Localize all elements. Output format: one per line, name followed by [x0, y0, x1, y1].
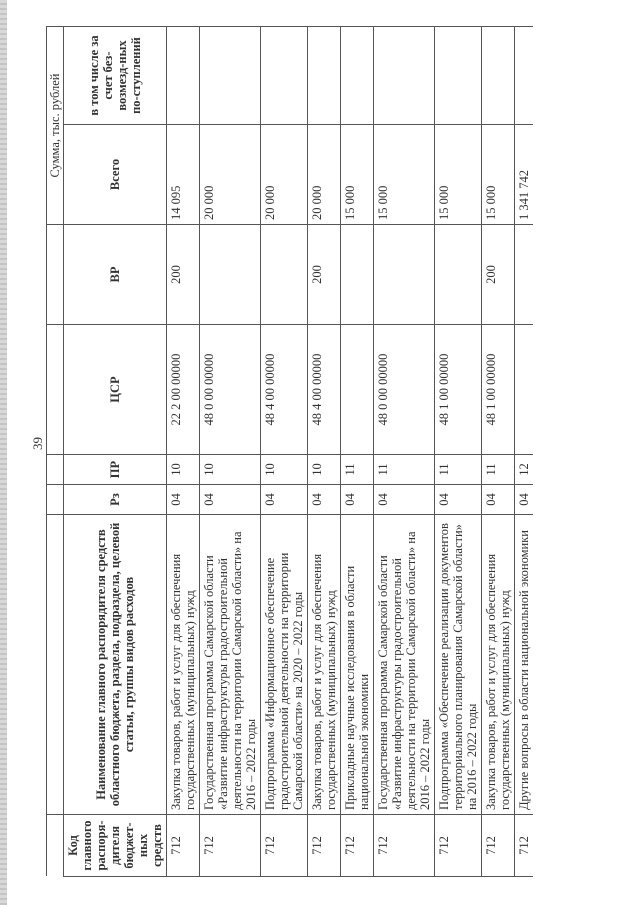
row-incl: [167, 27, 200, 125]
row-pr: 11: [435, 455, 482, 485]
row-pr: 10: [167, 455, 200, 485]
header-spacer: [47, 485, 64, 515]
header-code: Код главного распоря-дителя бюджет-ных средств: [64, 815, 167, 877]
header-vr: ВР: [64, 225, 167, 325]
header-spacer: [47, 455, 64, 485]
row-incl: [341, 27, 374, 125]
header-pr: ПР: [64, 455, 167, 485]
document-page: [18, 15, 618, 885]
page-number: 39: [30, 437, 45, 450]
row-csr: [515, 325, 534, 455]
row-total: 15 000: [482, 125, 515, 225]
row-name: Государственная программа Самарской области «Развитие инфраструктуры градостроительной деятельности на территории Самарской области» на 2016 – 2022 годы: [200, 515, 261, 815]
row-rz: 04: [200, 485, 261, 515]
header-spacer: [47, 515, 64, 815]
table-row: [341, 27, 374, 877]
row-code: 712: [515, 815, 534, 877]
row-total: 20 000: [261, 125, 308, 225]
row-csr: 48 0 00 00000: [200, 325, 261, 455]
scan-edge: [0, 0, 7, 905]
header-name: Наименование главного распорядителя средств областного бюджета, раздела, подраздела, целевой статьи, группы видов расходов: [64, 515, 167, 815]
row-total: 1 341 742: [515, 125, 534, 225]
row-incl: [515, 27, 534, 125]
row-pr: 10: [261, 455, 308, 485]
table-row: [200, 27, 261, 877]
row-vr: [515, 225, 534, 325]
row-pr: 10: [200, 455, 261, 485]
header-sum-group: Сумма, тыс. рублей: [47, 27, 64, 225]
row-pr: 11: [341, 455, 374, 485]
row-rz: 04: [482, 485, 515, 515]
row-rz: 04: [515, 485, 534, 515]
row-vr: [341, 225, 374, 325]
header-spacer: [47, 325, 64, 455]
budget-table: [46, 26, 533, 877]
header-incl: в том числе за счет без-возмезд-ных по-ступлений: [64, 27, 167, 125]
row-vr: [435, 225, 482, 325]
row-csr: 48 1 00 00000: [482, 325, 515, 455]
table-row: [374, 27, 435, 877]
header-csr: ЦСР: [64, 325, 167, 455]
row-rz: 04: [167, 485, 200, 515]
row-rz: 04: [435, 485, 482, 515]
row-code: 712: [261, 815, 308, 877]
row-total: 15 000: [374, 125, 435, 225]
header-row-top: [47, 27, 64, 877]
row-csr: 48 0 00 00000: [374, 325, 435, 455]
row-code: 712: [374, 815, 435, 877]
header-rz: Рз: [64, 485, 167, 515]
table-row: [308, 27, 341, 877]
row-total: 15 000: [341, 125, 374, 225]
row-name: Государственная программа Самарской области «Развитие инфраструктуры градостроительной деятельности на территории Самарской области» на 2016 – 2022 годы: [374, 515, 435, 815]
row-code: 712: [167, 815, 200, 877]
row-name: Закупка товаров, работ и услуг для обеспечения государственных (муниципальных) нужд: [308, 515, 341, 815]
row-total: 14 095: [167, 125, 200, 225]
row-name: Другие вопросы в области национальной экономики: [515, 515, 534, 815]
table-row: [435, 27, 482, 877]
row-vr: 200: [167, 225, 200, 325]
header-row: [64, 27, 167, 877]
row-csr: 22 2 00 00000: [167, 325, 200, 455]
row-incl: [435, 27, 482, 125]
row-vr: [261, 225, 308, 325]
row-name: Закупка товаров, работ и услуг для обеспечения государственных (муниципальных) нужд: [167, 515, 200, 815]
row-pr: 10: [308, 455, 341, 485]
header-spacer: [47, 225, 64, 325]
row-total: 20 000: [200, 125, 261, 225]
table-row: [261, 27, 308, 877]
row-rz: 04: [341, 485, 374, 515]
row-name: Подпрограмма «Информационное обеспечение градостроительной деятельности на территории Самарской области» на 2020 – 2022 годы: [261, 515, 308, 815]
row-name: Закупка товаров, работ и услуг для обеспечения государственных (муниципальных) нужд: [482, 515, 515, 815]
row-rz: 04: [308, 485, 341, 515]
row-total: 20 000: [308, 125, 341, 225]
row-csr: 48 4 00 00000: [261, 325, 308, 455]
row-incl: [261, 27, 308, 125]
row-vr: [374, 225, 435, 325]
row-incl: [200, 27, 261, 125]
table-row: [515, 27, 534, 877]
row-pr: 12: [515, 455, 534, 485]
header-total: Всего: [64, 125, 167, 225]
row-incl: [374, 27, 435, 125]
row-code: 712: [308, 815, 341, 877]
row-incl: [308, 27, 341, 125]
row-name: Подпрограмма «Обеспечение реализации документов территориального планирования Самарской области» на 2016 – 2022 годы: [435, 515, 482, 815]
row-pr: 11: [374, 455, 435, 485]
row-pr: 11: [482, 455, 515, 485]
header-spacer: [47, 815, 64, 877]
row-name: Прикладные научные исследования в области национальной экономики: [341, 515, 374, 815]
row-incl: [482, 27, 515, 125]
row-vr: 200: [308, 225, 341, 325]
row-vr: 200: [482, 225, 515, 325]
row-csr: [341, 325, 374, 455]
row-rz: 04: [374, 485, 435, 515]
row-csr: 48 4 00 00000: [308, 325, 341, 455]
table-row: [167, 27, 200, 877]
row-vr: [200, 225, 261, 325]
table-row: [482, 27, 515, 877]
row-code: 712: [435, 815, 482, 877]
row-csr: 48 1 00 00000: [435, 325, 482, 455]
row-code: 712: [341, 815, 374, 877]
row-rz: 04: [261, 485, 308, 515]
row-code: 712: [200, 815, 261, 877]
row-total: 15 000: [435, 125, 482, 225]
row-code: 712: [482, 815, 515, 877]
